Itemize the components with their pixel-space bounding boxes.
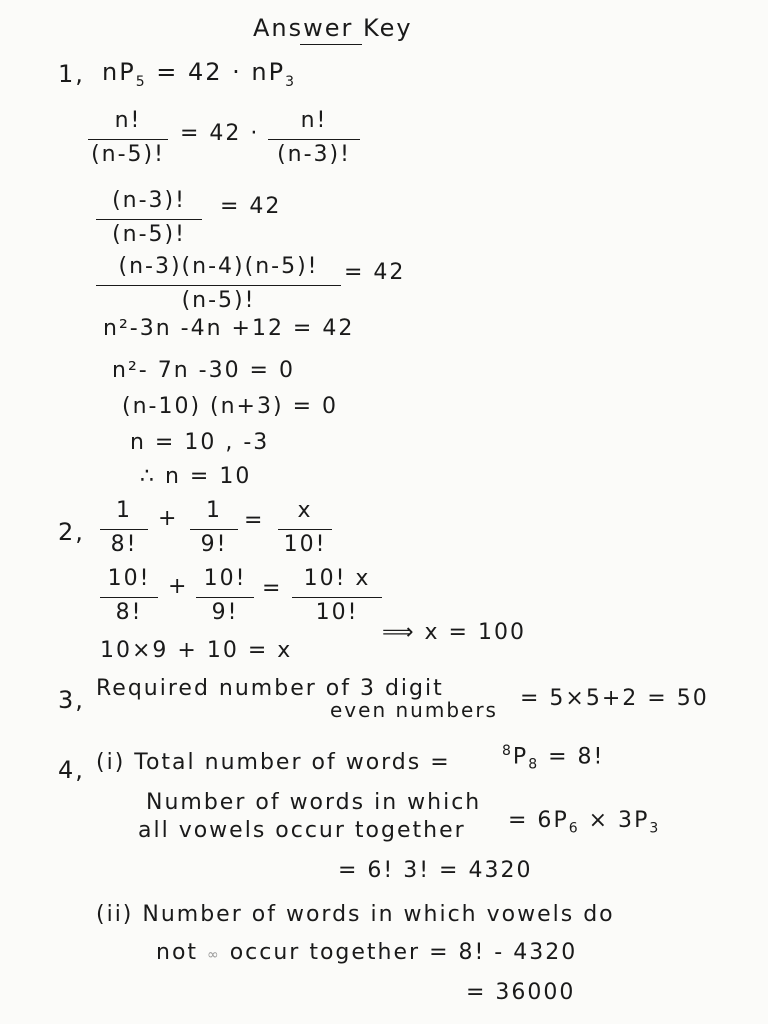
q2-frac-a-num: 1 <box>116 498 132 523</box>
q1-frac-4-num: (n-3)(n-4)(n-5)! <box>118 254 319 279</box>
q4-i-value <box>502 744 604 772</box>
q2-frac-d <box>100 568 158 628</box>
q2-frac-f-den: 10! <box>315 600 359 625</box>
q3-number: 3, <box>58 686 85 714</box>
q4-ii-smudge: ∞ <box>207 947 221 963</box>
q1-eq4: = 42 <box>344 260 406 285</box>
q1-frac-3 <box>96 190 202 250</box>
q2-frac-b-den: 9! <box>200 532 228 557</box>
q4-ii-result: = 36000 <box>466 980 576 1005</box>
q4-i-value-sup: 8 <box>502 743 513 759</box>
q2-frac-d-den: 8! <box>115 600 143 625</box>
q1-frac-4-bar <box>96 285 341 286</box>
q2-frac-b <box>190 500 238 560</box>
q1-line1-sub1: 5 <box>135 73 147 90</box>
q4-j-p2: P <box>634 808 650 833</box>
q2-result: ⟹ x = 100 <box>382 620 526 645</box>
q1-frac-3-bar <box>96 219 202 220</box>
q1-number: 1, <box>58 60 85 88</box>
q2-plus2: + <box>168 574 189 599</box>
q4-j-text1: Number of words in which <box>146 790 482 815</box>
q2-eq: = <box>244 508 265 533</box>
q2-frac-b-num: 1 <box>206 498 222 523</box>
q1-frac-2-bar <box>268 139 360 140</box>
page-title: Answer Key <box>253 14 413 42</box>
q1-frac-2-den: (n-3)! <box>277 142 351 167</box>
q4-j-sub1: 6 <box>568 820 580 837</box>
q1-frac-4 <box>96 256 341 316</box>
q4-j-result: = 6! 3! = 4320 <box>338 858 533 883</box>
q4-ii-text1: (ii) Number of words in which vowels do <box>96 902 615 927</box>
q4-j-text2: all vowels occur together <box>138 818 466 843</box>
q2-frac-e-bar <box>196 597 254 598</box>
q4-i-result: = 8! <box>548 744 605 770</box>
q1-frac-3-num: (n-3)! <box>112 188 186 213</box>
q4-i-text: (i) Total number of words = <box>96 750 451 775</box>
q4-j-value <box>508 810 660 835</box>
q2-frac-a-bar <box>100 529 148 530</box>
q2-frac-b-bar <box>190 529 238 530</box>
q4-j-value-num: = 6 <box>508 808 554 833</box>
q2-plus: + <box>158 506 179 531</box>
q3-answer: = 5×5+2 = 50 <box>520 686 709 711</box>
q1-line1 <box>102 60 296 89</box>
q1-line1-mid: = 42 · n <box>146 58 269 86</box>
q2-frac-e-den: 9! <box>211 600 239 625</box>
q2-frac-a <box>100 500 148 560</box>
q4-i-value-p: P <box>512 744 529 770</box>
q3-text2: even numbers <box>330 698 498 722</box>
q4-i-value-sub: 8 <box>528 756 540 773</box>
q4-ii-line2 <box>156 942 577 964</box>
q1-frac-4-den: (n-5)! <box>181 288 256 313</box>
q4-ii-text2: not <box>156 940 199 965</box>
q1-line1-n1: n <box>102 58 120 86</box>
q1-line1-p2: P <box>268 58 286 86</box>
q1-frac-1-den: (n-5)! <box>91 142 165 167</box>
q1-line1-sub2: 3 <box>285 73 297 90</box>
q1-frac-1-num: n! <box>114 108 142 133</box>
q1-line7: (n-10) (n+3) = 0 <box>122 394 338 419</box>
q1-frac-3-den: (n-5)! <box>112 222 186 247</box>
q2-frac-e-num: 10! <box>203 566 247 591</box>
q2-frac-f-bar <box>292 597 382 598</box>
q2-frac-f-num: 10! x <box>303 566 371 591</box>
q1-line9: ∴ n = 10 <box>140 464 252 489</box>
q1-frac-1-bar <box>88 139 168 140</box>
q1-frac-2-num: n! <box>300 108 328 133</box>
q2-frac-c-num: x <box>297 498 313 523</box>
q2-number: 2, <box>58 518 85 546</box>
q2-line3: 10×9 + 10 = x <box>100 638 293 663</box>
q2-frac-c <box>278 500 332 560</box>
q1-frac-1 <box>88 110 168 170</box>
q2-eq2: = <box>262 576 283 601</box>
q4-j-times: × 3 <box>579 808 635 833</box>
q2-frac-d-bar <box>100 597 158 598</box>
q2-frac-f <box>292 568 382 628</box>
q1-frac-2 <box>268 110 360 170</box>
q2-frac-c-bar <box>278 529 332 530</box>
q1-line8: n = 10 , -3 <box>130 430 270 455</box>
q4-j-sub2: 3 <box>649 820 661 837</box>
q4-j-p1: P <box>553 808 569 833</box>
q1-line5: n²-3n -4n +12 = 42 <box>103 316 355 341</box>
q1-line6: n²- 7n -30 = 0 <box>112 358 295 383</box>
q3-text1: Required number of 3 digit <box>96 676 444 701</box>
q2-frac-d-num: 10! <box>107 566 151 591</box>
q4-ii-text3: occur together = 8! - 4320 <box>229 940 578 965</box>
q1-eq3: = 42 <box>220 194 282 219</box>
q2-frac-c-den: 10! <box>283 532 327 557</box>
q4-number: 4, <box>58 756 85 784</box>
q1-eq1: = 42 · <box>180 121 260 146</box>
q1-line1-p1: P <box>119 58 136 86</box>
title-underline <box>300 44 362 45</box>
q2-frac-e <box>196 568 254 628</box>
q2-frac-a-den: 8! <box>110 532 138 557</box>
